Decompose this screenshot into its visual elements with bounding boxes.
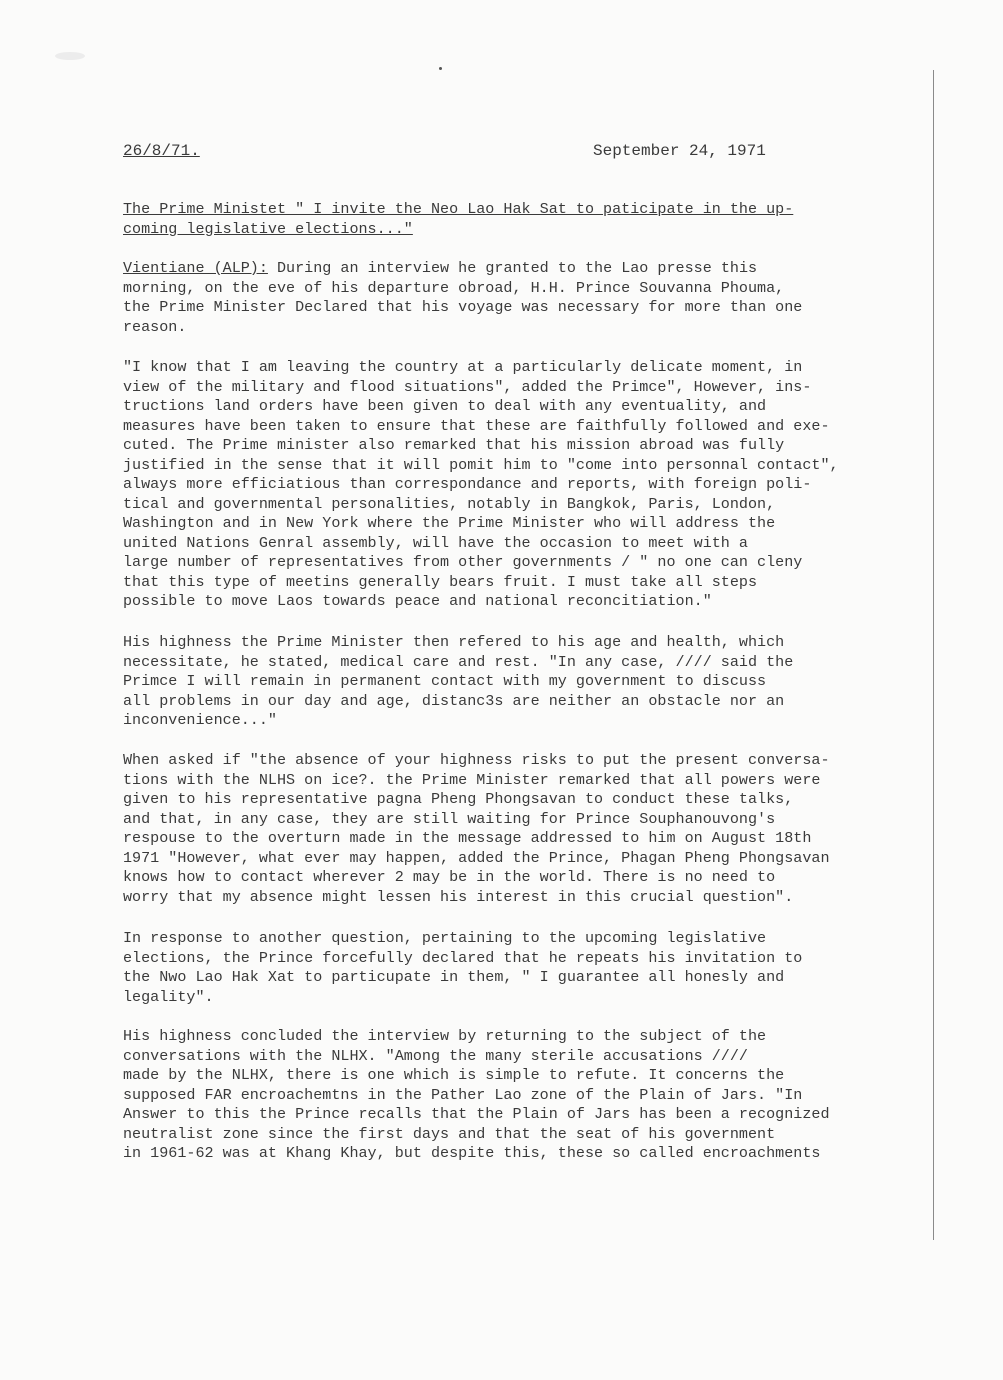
paragraph-line: 1971 "However, what ever may happen, added the Prince, Phagan Pheng Phongsavan [123, 848, 830, 867]
paragraph-line: tical and governmental personalities, notably in Bangkok, Paris, London, [123, 494, 776, 513]
paragraph-line-text: During an interview he granted to the Lao presse this [267, 259, 758, 277]
paragraph-line: possible to move Laos towards peace and national reconcitiation." [123, 592, 712, 610]
paragraph-line [123, 259, 903, 279]
paragraph-line: view of the military and flood situations", added the Primce", However, ins- [123, 377, 812, 396]
paragraph-line: knows how to contact wherever 2 may be in the world. There is no need to [123, 868, 776, 886]
paragraph-1 [123, 259, 903, 337]
paragraph-3 [123, 633, 903, 731]
paragraph-line: neutralist zone since the first days and that the seat of his government [123, 1124, 776, 1143]
margin-rule [933, 70, 934, 1240]
paragraph-line: tructions land orders have been given to deal with any eventuality, and [123, 397, 767, 415]
paragraph-line: elections, the Prince forcefully declared that he repeats his invitation to [123, 948, 803, 967]
paragraph-5 [123, 929, 903, 1007]
document-date: September 24, 1971 [593, 142, 766, 160]
paragraph-line: respouse to the overturn made in the message addressed to him on August 18th [123, 829, 812, 847]
paragraph-line: cuted. The Prime minister also remarked that his mission abroad was fully [123, 436, 785, 454]
paragraph-2 [123, 358, 903, 612]
paragraph-line: large number of representatives from other governments / " no one can cleny [123, 553, 803, 571]
paragraph-line: inconvenience..." [123, 711, 277, 729]
headline [123, 200, 903, 239]
paragraph-line: When asked if "the absence of your highness risks to put the present conversa- [123, 751, 830, 769]
headline-line: coming legislative elections..." [123, 219, 413, 238]
paragraph-line: worry that my absence might lessen his interest in this crucial question". [123, 887, 794, 906]
paragraph-line: Answer to this the Prince recalls that the Plain of Jars has been a recognized [123, 1105, 830, 1123]
paragraph-line: given to his representative pagna Pheng Phongsavan to conduct these talks, [123, 790, 794, 808]
paragraph-line: legality". [123, 987, 214, 1006]
headline-line: The Prime Ministet " I invite the Neo Lao Hak Sat to paticipate in the up- [123, 200, 794, 218]
paragraph-line: morning, on the eve of his departure obroad, H.H. Prince Souvanna Phouma, [123, 278, 785, 297]
paragraph-line: His highness concluded the interview by returning to the subject of the [123, 1027, 767, 1045]
paper-smudge [55, 52, 85, 60]
paper-speck [439, 67, 442, 70]
paragraph-line: justified in the sense that it will pomit him to "come into personnal contact", [123, 455, 839, 474]
paragraph-line: Washington and in New York where the Prime Minister who will address the [123, 514, 776, 532]
paragraph-line: the Prime Minister Declared that his voyage was necessary for more than one [123, 298, 803, 316]
paragraph-line: necessitate, he stated, medical care and rest. "In any case, //// said the [123, 652, 794, 671]
paragraph-line: Primce I will remain in permanent contact with my government to discuss [123, 672, 767, 690]
reference-number: 26/8/71. [123, 142, 200, 160]
paragraph-line: supposed FAR encroachemtns in the Pather Lao zone of the Plain of Jars. "In [123, 1085, 803, 1104]
paragraph-line: and that, in any case, they are still waiting for Prince Souphanouvong's [123, 809, 776, 828]
paragraph-line: in 1961-62 was at Khang Khay, but despite this, these so called encroachments [123, 1144, 821, 1162]
paragraph-6 [123, 1027, 903, 1164]
paragraph-4 [123, 751, 903, 907]
paragraph-line: reason. [123, 317, 187, 336]
paragraph-line: always more efficiatious than correspondance and reports, with foreign poli- [123, 475, 812, 493]
paragraph-line: the Nwo Lao Hak Xat to particupate in them, " I guarantee all honesly and [123, 968, 785, 986]
paragraph-line: His highness the Prime Minister then refered to his age and health, which [123, 633, 785, 651]
paragraph-line: In response to another question, pertaining to the upcoming legislative [123, 929, 767, 947]
dateline: Vientiane (ALP): [123, 259, 268, 277]
paragraph-line: conversations with the NLHX. "Among the many sterile accusations //// [123, 1046, 748, 1065]
paragraph-line: tions with the NLHS on ice?. the Prime Minister remarked that all powers were [123, 770, 821, 789]
paragraph-line: made by the NLHX, there is one which is simple to refute. It concerns the [123, 1066, 785, 1084]
paragraph-line: that this type of meetins generally bears fruit. I must take all steps [123, 572, 758, 591]
paragraph-line: all problems in our day and age, distanc3s are neither an obstacle nor an [123, 691, 785, 710]
paragraph-line: "I know that I am leaving the country at a particularly delicate moment, in [123, 358, 803, 376]
paragraph-line: united Nations Genral assembly, will have the occasion to meet with a [123, 533, 748, 552]
paragraph-line: measures have been taken to ensure that these are faithfully followed and exe- [123, 416, 830, 435]
